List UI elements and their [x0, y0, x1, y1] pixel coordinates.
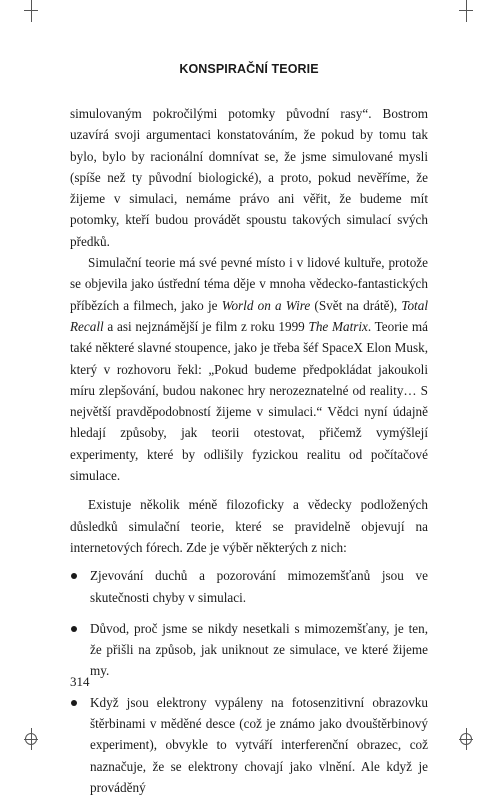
- text-run: . Teorie má také některé slavné stoupence, jako je třeba šéf SpaceX Elon Musk, který v rozhovoru řekl: „Pokud budeme předpokládat jakoukoli míru zlepšování, budou nakonec hry nerozeznatelné od reality… S největší pravděpodobností žijeme v simulaci.“ Vědci nyní údajně hledají způsoby, jak teorii otestovat, přičemž vymýšlejí experimenty, které by odlišily fyzickou realitu od počítačové simulace.: [70, 318, 428, 484]
- bullet-icon: [71, 700, 77, 706]
- italic-title: Total Recall: [70, 297, 428, 334]
- body-text: [70, 103, 428, 808]
- paragraph: [70, 252, 428, 486]
- list-item-text: Důvod, proč jsme se nikdy nesetkali s mimozemšťany, je ten, že přišli na způsob, jak uniknout ze simulace, ve které žijeme my.: [90, 620, 428, 679]
- paragraph: [70, 494, 428, 558]
- text-run: Existuje několik méně filozoficky a vědecky podložených důsledků simulační teorie, které se pravidelně objevují na internetových fórech. Zde je výběr některých z nich:: [70, 497, 428, 555]
- italic-title: The Matrix: [308, 318, 368, 334]
- text-run: simulovaným pokročilými potomky původní rasy“. Bostrom uzavírá svoji argumentaci konstatováním, že pokud by tomu tak bylo, bylo by racionální domnívat se, že jsme simulované mysli (spíše než ty původní biologické), a proto, pokud nevěříme, že žijeme v simulaci, nemáme právo ani věřit, že budeme mít potomky, kteří budou provádět spoustu takových simulací svých předků.: [70, 106, 428, 249]
- list-item: [70, 565, 428, 608]
- page-number: 314: [70, 674, 90, 689]
- list-item: [70, 692, 428, 798]
- text-run: Simulační teorie má své pevné místo i v lidové kultuře, protože se objevila jako ústřední téma děje v mnoha vědecko-fantastických příbězích a filmech, jako je: [70, 255, 428, 313]
- bullet-icon: [71, 626, 77, 632]
- bullet-icon: [71, 573, 77, 579]
- list-item-text: Když jsou elektrony vypáleny na fotosenzitivní obrazovku štěrbinami v měděné desce (což je známo jako dvouštěrbinový experiment), obvykle to vytváří interferenční obrazec, což naznačuje, že se elektrony chovají jako vlnění. Ale když je prováděný: [90, 694, 428, 795]
- italic-title: World on a Wire: [221, 297, 311, 313]
- text-run: a asi nejznámější je film z roku 1999: [103, 318, 309, 334]
- bullet-list: [70, 565, 428, 798]
- running-header: KONSPIRAČNÍ TEORIE: [179, 62, 319, 76]
- paragraph: [70, 103, 428, 252]
- list-item-text: Zjevování duchů a pozorování mimozemšťanů jsou ve skutečnosti chyby v simulaci.: [90, 568, 428, 605]
- text-run: (Svět na drátě),: [310, 297, 402, 313]
- list-item: [70, 618, 428, 682]
